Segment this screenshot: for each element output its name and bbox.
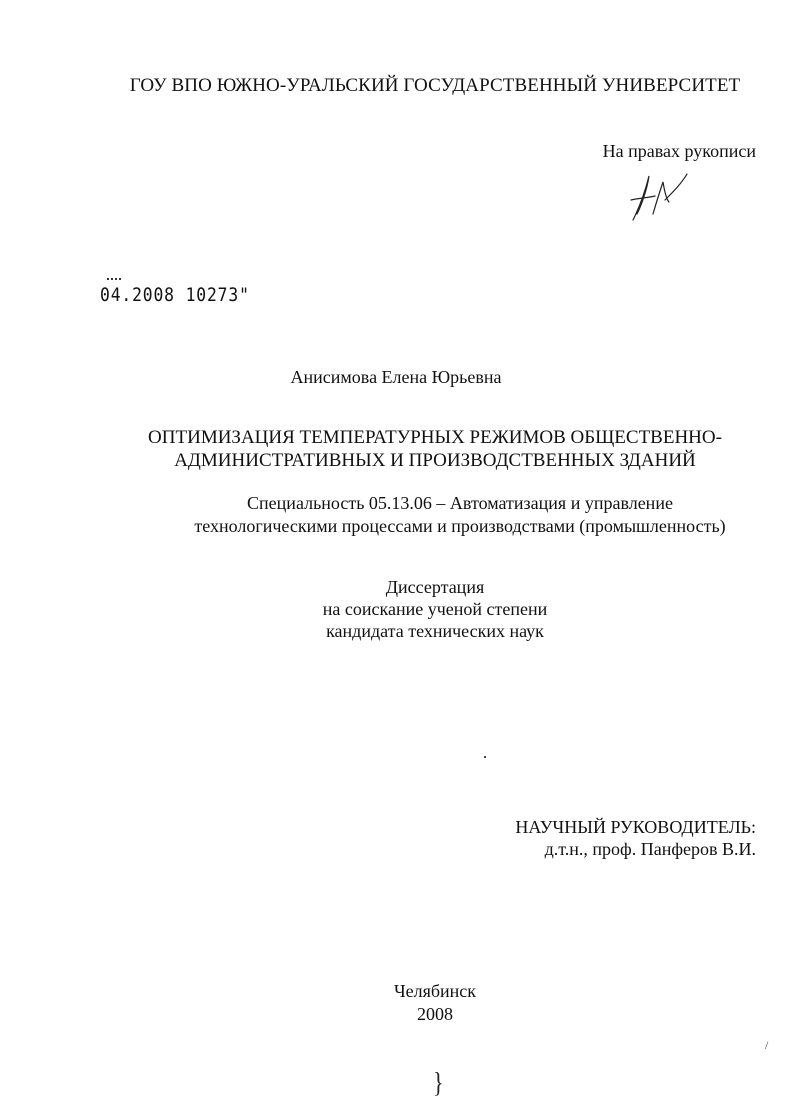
university-name: ГОУ ВПО ЮЖНО-УРАЛЬСКИЙ ГОСУДАРСТВЕННЫЙ УНИВЕРСИТЕТ	[129, 75, 741, 96]
specialty-line-2: технологическими процессами и производствами (промышленность)	[194, 516, 726, 536]
dissertation-type	[0, 576, 792, 642]
place-and-year	[0, 980, 792, 1026]
specialty-line-1: Специальность 05.13.06 – Автоматизация и управление	[247, 493, 673, 513]
author-name: Анисимова Елена Юрьевна	[290, 367, 502, 387]
archive-mark: "	[239, 284, 250, 306]
year: 2008	[417, 1004, 453, 1024]
signature-icon	[625, 170, 690, 225]
archive-number: 04.2008 10273"	[100, 284, 250, 306]
scan-speck	[484, 756, 486, 758]
title-line-1: ОПТИМИЗАЦИЯ ТЕМПЕРАТУРНЫХ РЕЖИМОВ ОБЩЕСТВЕННО-	[148, 427, 722, 448]
specialty	[0, 492, 792, 538]
supervisor-label: НАУЧНЫЙ РУКОВОДИТЕЛЬ:	[515, 817, 756, 837]
title-line-2: АДМИНИСТРАТИВНЫХ И ПРОИЗВОДСТВЕННЫХ ЗДАНИЙ	[174, 450, 696, 471]
dissertation-title	[30, 426, 792, 472]
dissertation-line-1: Диссертация	[385, 577, 485, 597]
scan-mark: /	[765, 1038, 769, 1052]
brace-mark: }	[433, 1066, 444, 1099]
manuscript-rights-note: На правах рукописи	[602, 141, 756, 161]
supervisor-block	[515, 816, 756, 860]
archive-marker-dots	[107, 278, 121, 282]
dissertation-line-2: на соискание ученой степени	[322, 599, 548, 619]
dissertation-line-3: кандидата технических наук	[326, 621, 544, 641]
supervisor-name: д.т.н., проф. Панферов В.И.	[544, 839, 756, 859]
city: Челябинск	[393, 981, 477, 1001]
